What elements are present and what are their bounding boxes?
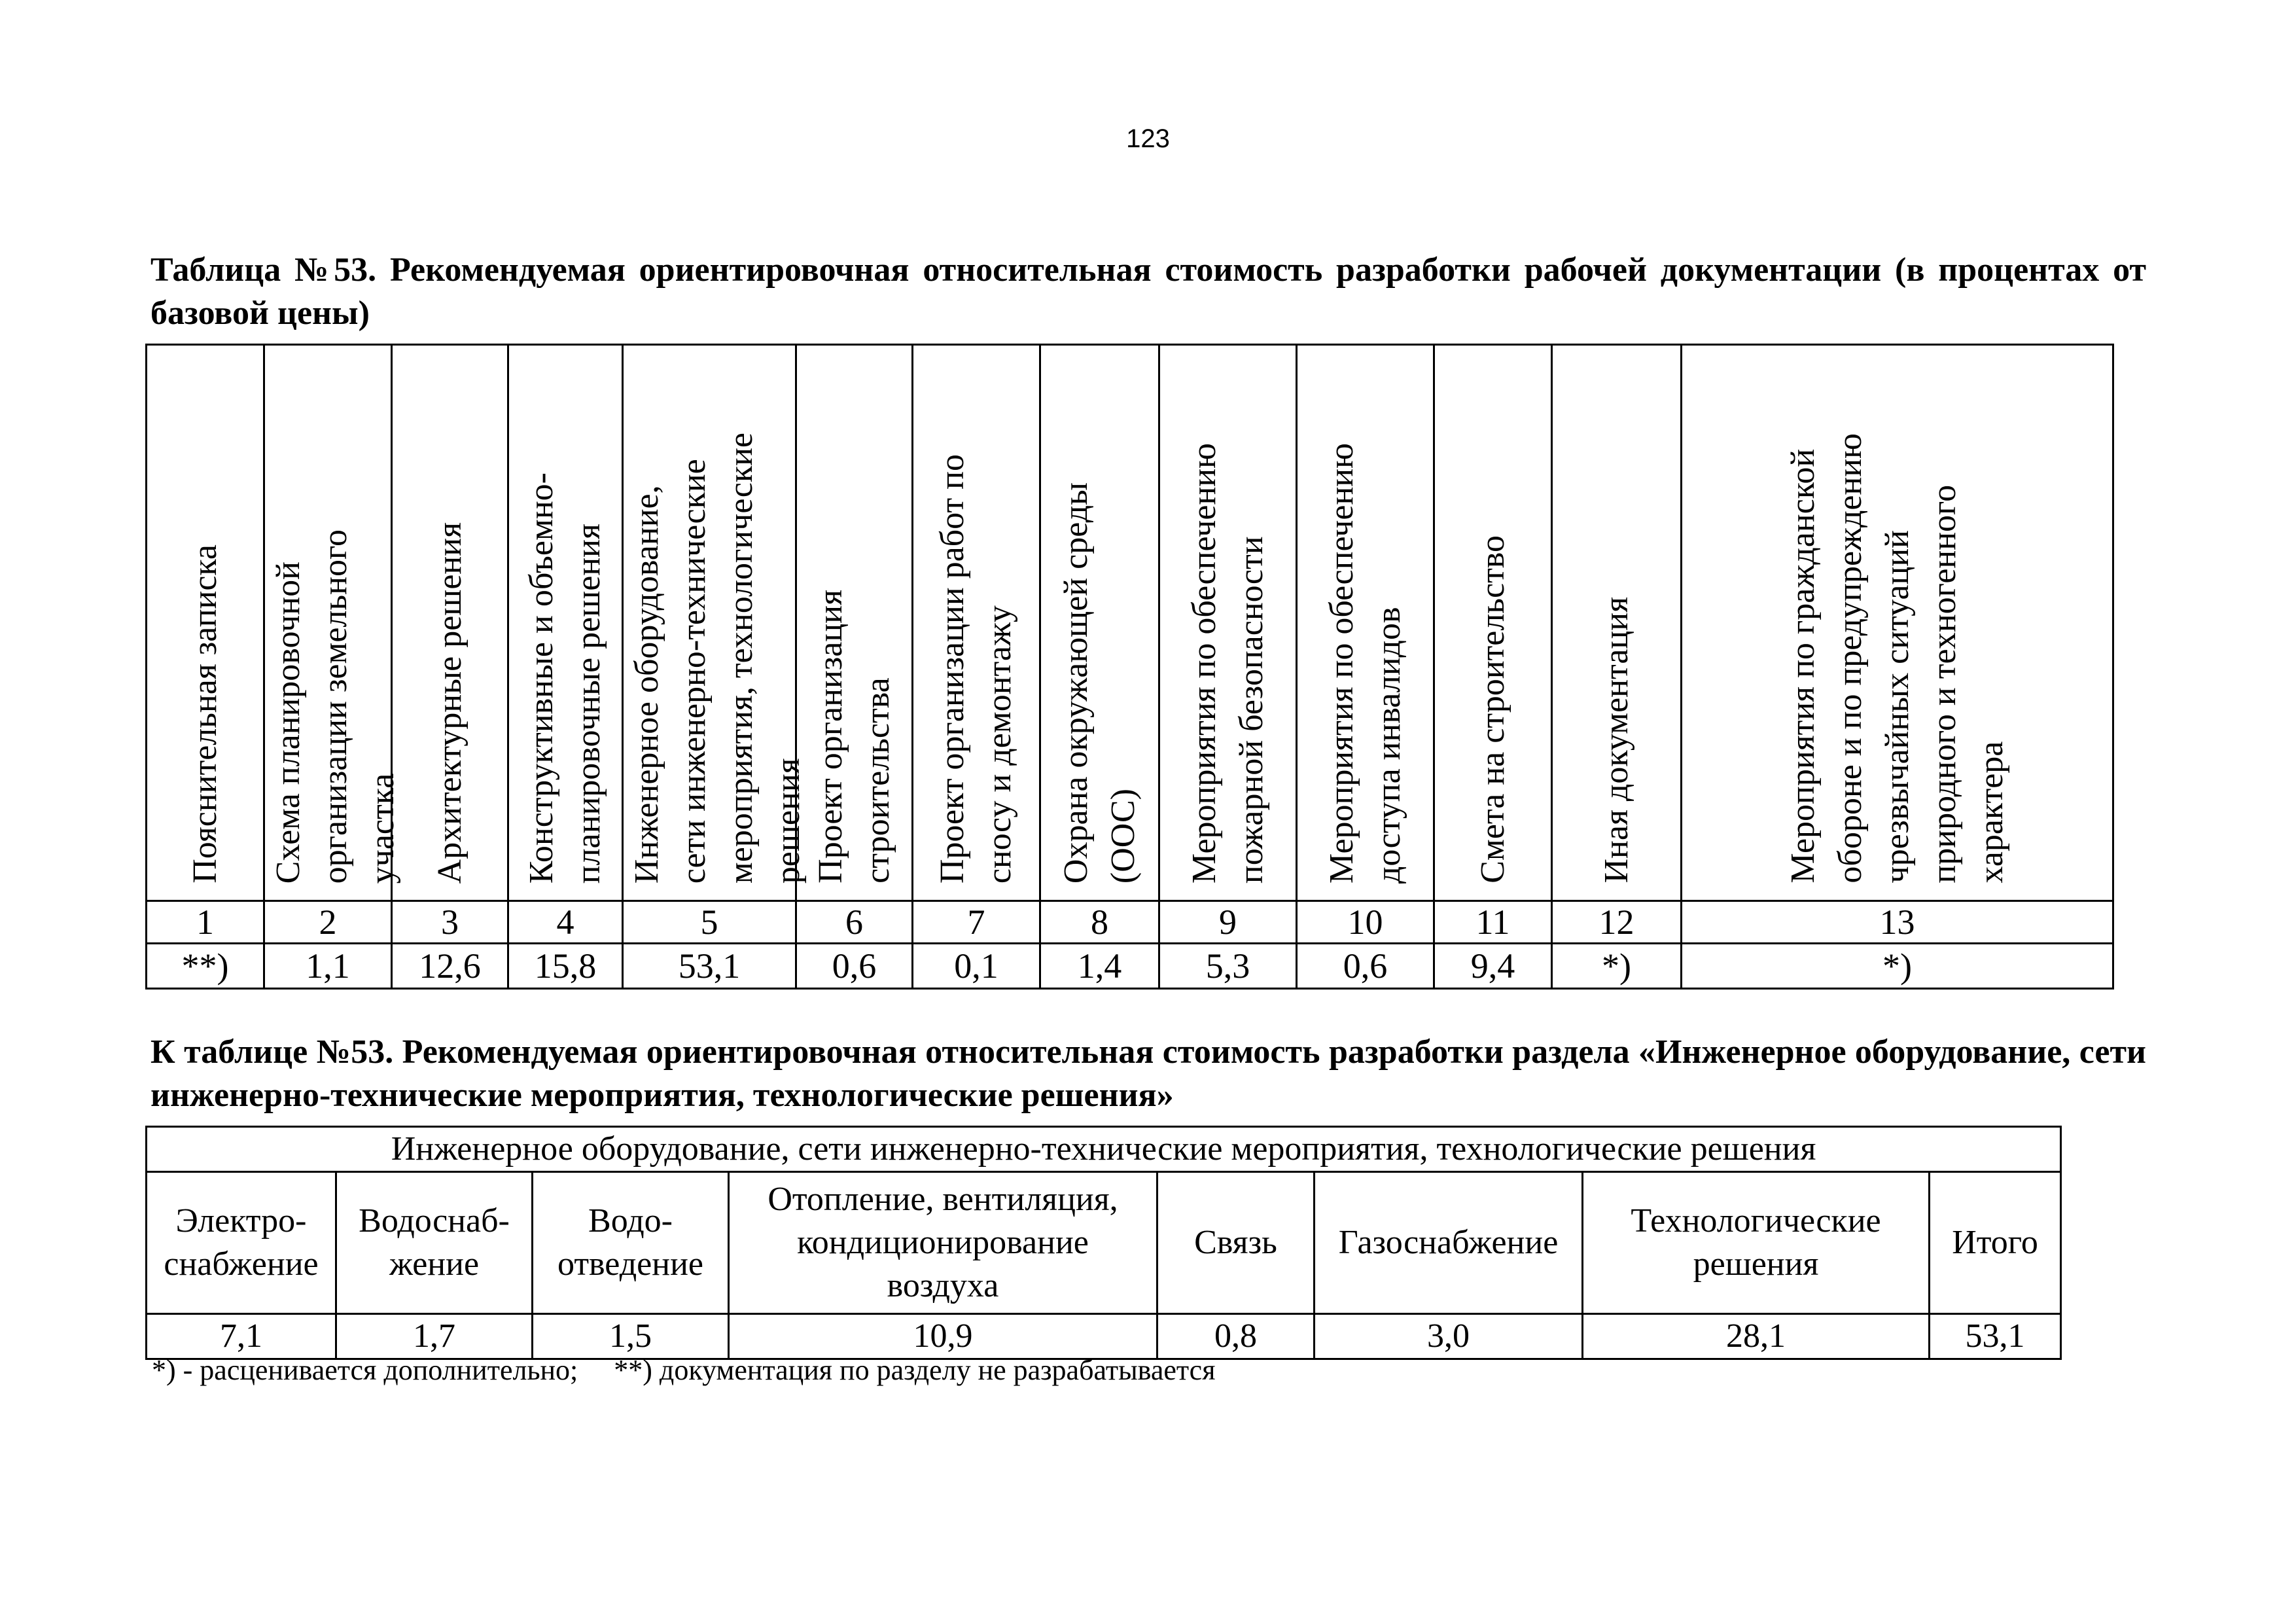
- table1-header-cell: [1040, 345, 1159, 901]
- table1-header-cell: [147, 345, 264, 901]
- table1-header-cell: [392, 345, 508, 901]
- table1-header-cell: [623, 345, 807, 901]
- table1-value: 53,1: [623, 944, 796, 989]
- table1-header-text: Смета на строительство: [1474, 535, 1511, 883]
- table1-column-number: 12: [1552, 901, 1682, 944]
- table1-value: 0,1: [913, 944, 1040, 989]
- table1-header-text: Конструктивные и объемно- планировочные решения: [523, 472, 607, 883]
- table1-header-text: Пояснительная записка: [186, 544, 224, 883]
- table1-column-number: 1: [147, 901, 264, 944]
- table1-value: *): [1552, 944, 1682, 989]
- table1-header-text: Охрана окружающей среды (ООС): [1057, 482, 1142, 883]
- table2-value: 53,1: [1930, 1314, 2061, 1359]
- table1-header-text: Мероприятия по обеспечению пожарной безопасности: [1185, 442, 1270, 883]
- table2-value: 1,5: [533, 1314, 729, 1359]
- table2-header-cell: Технологические решения: [1583, 1172, 1930, 1314]
- table1-column-number: 10: [1297, 901, 1434, 944]
- footnote: *) - расценивается дополнительно; **) документация по разделу не разрабатывается: [152, 1354, 1216, 1386]
- table1-header-text: Проект организация строительства: [811, 590, 896, 883]
- table1-column-number: 4: [508, 901, 623, 944]
- table1-cost-distribution: [145, 344, 2114, 990]
- table2-span-header: Инженерное оборудование, сети инженерно-технические мероприятия, технологические решения: [147, 1127, 2061, 1172]
- table1-header-text: Проект организации работ по сносу и демонтажу: [934, 454, 1018, 883]
- table1-header-cell: [1297, 345, 1434, 901]
- table1-header-text: Схема планировочной организации земельного участка: [270, 529, 401, 883]
- table1-value: 0,6: [1297, 944, 1434, 989]
- table1-header-cell: [264, 345, 401, 901]
- table1-header-cell: [796, 345, 913, 901]
- table1-column-number: 2: [264, 901, 392, 944]
- table1-value: 9,4: [1434, 944, 1552, 989]
- table1-column-number: 8: [1040, 901, 1159, 944]
- page-number: 123: [1126, 124, 1170, 153]
- table2-header-cell: Электро- снабжение: [147, 1172, 336, 1314]
- table1-value: 5,3: [1159, 944, 1297, 989]
- table2-header-cell: Связь: [1157, 1172, 1315, 1314]
- table1-header-cell: [1159, 345, 1297, 901]
- table1-header-text: Архитектурные решения: [431, 522, 468, 883]
- table1-header-cell: [1434, 345, 1552, 901]
- table1-value: 1,4: [1040, 944, 1159, 989]
- table1-value: 0,6: [796, 944, 913, 989]
- table2-header-cell: Итого: [1930, 1172, 2061, 1314]
- table1-column-number: 7: [913, 901, 1040, 944]
- table1-column-number: 13: [1682, 901, 2113, 944]
- table1-value: 15,8: [508, 944, 623, 989]
- table1-header-cell: [1552, 345, 1682, 901]
- table2-header-cell: Водо- отведение: [533, 1172, 729, 1314]
- table1-value: **): [147, 944, 264, 989]
- table1-column-number: 3: [392, 901, 508, 944]
- table2-header-cell: Газоснабжение: [1315, 1172, 1583, 1314]
- table1-heading: Таблица №53. Рекомендуемая ориентировочная относительная стоимость разработки рабочей документации (в процентах от базовой цены): [150, 251, 2146, 332]
- table1-header-text: Иная документация: [1597, 597, 1635, 883]
- table1-header-cell: [913, 345, 1040, 901]
- table2-value: 7,1: [147, 1314, 336, 1359]
- table2-header-cell: Водоснаб- жение: [336, 1172, 533, 1314]
- table2-value: 3,0: [1315, 1314, 1583, 1359]
- table1-header-cell: [508, 345, 623, 901]
- table1-value: *): [1682, 944, 2113, 989]
- table1-value: 1,1: [264, 944, 392, 989]
- table2-header-cell: Отопление, вентиляция, кондиционирование воздуха: [729, 1172, 1157, 1314]
- table1-header-text: Инженерное оборудование, сети инженерно-технические мероприятия, технологические решения: [628, 432, 807, 883]
- table1-header-cell: [1682, 345, 2113, 901]
- table2-value: 10,9: [729, 1314, 1157, 1359]
- table1-header-text: Мероприятия по обеспечению доступа инвалидов: [1322, 442, 1407, 883]
- table2-engineering-breakdown: [145, 1126, 2062, 1360]
- table1-column-number: 5: [623, 901, 796, 944]
- table2-value: 0,8: [1157, 1314, 1315, 1359]
- table1-column-number: 6: [796, 901, 913, 944]
- table1-column-number: 9: [1159, 901, 1297, 944]
- table2-heading: К таблице №53. Рекомендуемая ориентировочная относительная стоимость разработки раздела «Инженерное оборудование, сети инженерно-технические мероприятия, технологические решения»: [150, 1033, 2146, 1114]
- table1-value: 12,6: [392, 944, 508, 989]
- table1-column-number: 11: [1434, 901, 1552, 944]
- table2-value: 28,1: [1583, 1314, 1930, 1359]
- table2-value: 1,7: [336, 1314, 533, 1359]
- table1-header-text: Мероприятия по гражданской обороне и по предупреждению чрезвычайных ситуаций природного и техногенного характера: [1784, 433, 2010, 883]
